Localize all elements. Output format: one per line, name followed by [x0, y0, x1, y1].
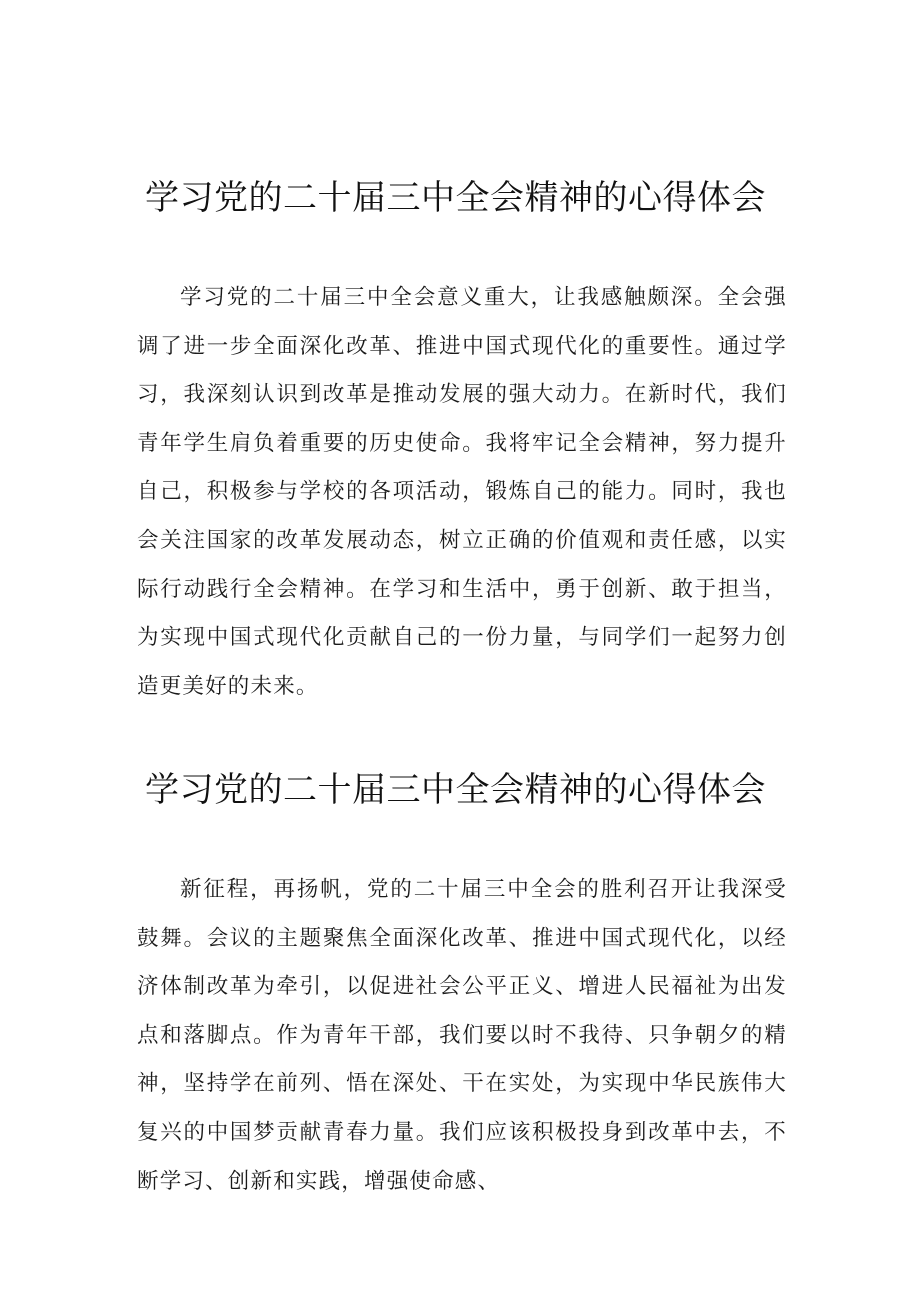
essay-section-2 — [137, 764, 787, 1206]
essay-section-1 — [137, 172, 787, 711]
essay-title-2: 学习党的二十届三中全会精神的心得体会 — [145, 770, 766, 810]
essay-body-1: 学习党的二十届三中全会意义重大，让我感触颇深。全会强调了进一步全面深化改革、推进中国式现代化的重要性。通过学习，我深刻认识到改革是推动发展的强大动力。在新时代，我们青年学生肩负着重要的历史使命。我将牢记全会精神，努力提升自己，积极参与学校的各项活动，锻炼自己的能力。同时，我也会关注国家的改革发展动态，树立正确的价值观和责任感，以实际行动践行全会精神。在学习和生活中，勇于创新、敢于担当，为实现中国式现代化贡献自己的一份力量，与同学们一起努力创造更美好的未来。 — [137, 285, 787, 699]
essay-body-2: 新征程，再扬帆，党的二十届三中全会的胜利召开让我深受鼓舞。会议的主题聚焦全面深化改革、推进中国式现代化，以经济体制改革为牵引，以促进社会公平正义、增进人民福祉为出发点和落脚点。作为青年干部，我们要以时不我待、只争朝夕的精神，坚持学在前列、悟在深处、干在实处，为实现中华民族伟大复兴的中国梦贡献青春力量。我们应该积极投身到改革中去，不断学习、创新和实践，增强使命感、 — [137, 877, 787, 1194]
essay-title-1: 学习党的二十届三中全会精神的心得体会 — [145, 178, 766, 218]
